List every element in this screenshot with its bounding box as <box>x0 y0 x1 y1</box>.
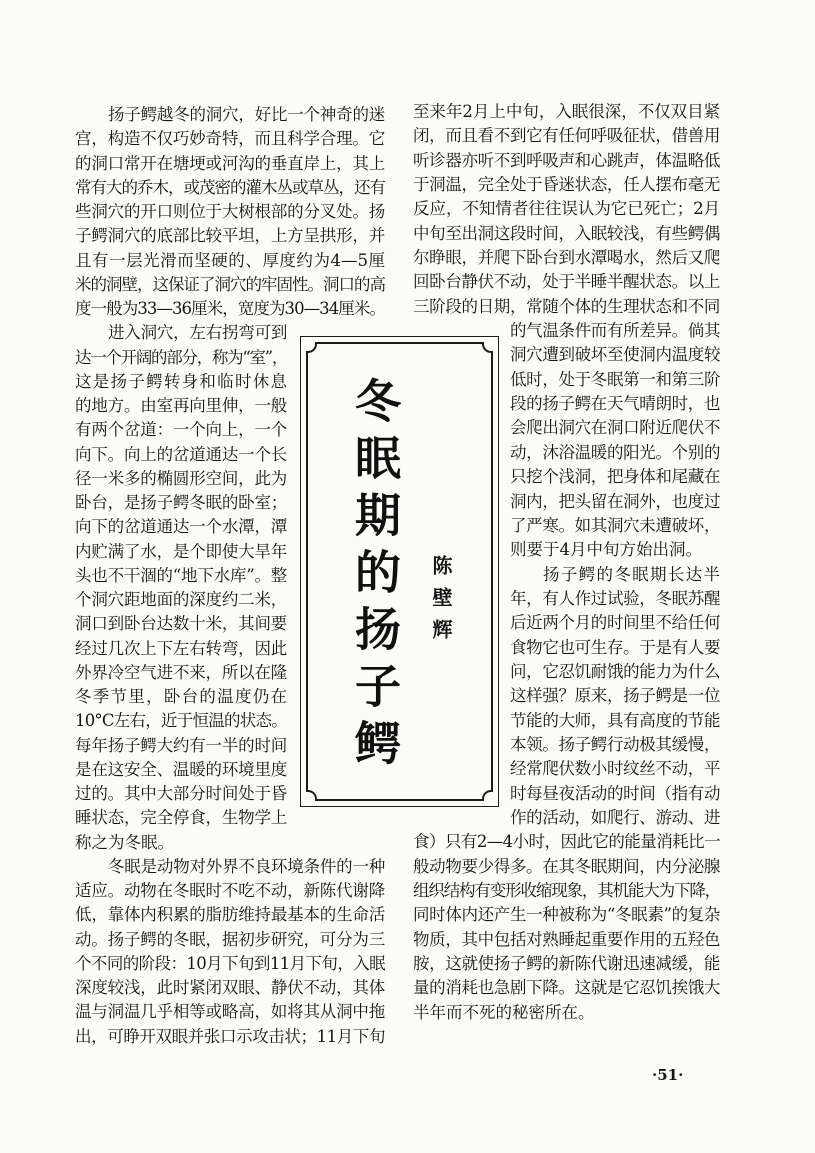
text-line: 头也不干涸的“地下水库”。整 <box>75 565 287 585</box>
text-line: 胺，这就使扬子鳄的新陈代谢迅速减缓，能 <box>413 954 720 974</box>
text-line: 尔睁眼，并爬下卧台到水潭喝水，然后又爬 <box>413 248 720 268</box>
text-line: 向下的岔道通达一个水潭，潭 <box>75 517 287 537</box>
text-line: 食）只有2—4小时，因此它的能量消耗比一 <box>413 832 720 852</box>
text-line: 的气温条件而有所差异。倘其 <box>510 321 720 341</box>
text-line: 达一个开阔的部分，称为“室”， <box>75 347 287 367</box>
text-line: 睡状态，完全停食，生物学上 <box>75 808 287 828</box>
page-number: ·51· <box>652 1066 684 1084</box>
text-line: 出，可睁开双眼并张口示攻击状；11月下旬 <box>75 1026 385 1046</box>
text-line: 外界冷空气进不来，所以在隆 <box>75 662 287 682</box>
text-line: 反应，不知情者往往误认为它已死亡；2月 <box>413 199 720 219</box>
text-line: 动，沐浴温暖的阳光。个别的 <box>510 442 720 462</box>
text-line: 组织结构有变形收缩现象，其机能大为下降， <box>413 881 720 900</box>
text-line: 冬季节里，卧台的温度仍在 <box>75 687 287 706</box>
text-line: 卧台，是扬子鳄冬眠的卧室； <box>75 493 287 512</box>
text-line: 宫，构造不仅巧妙奇特，而且科学合理。它 <box>75 129 385 149</box>
text-line: 适应。动物在冬眠时不吃不动，新陈代谢降 <box>75 881 385 900</box>
text-line: 食物它也可生存。于是有人要 <box>510 637 720 657</box>
text-line: 的地方。由室再向里伸，一般 <box>75 396 287 415</box>
text-line: 般动物要少得多。在其冬眠期间，内分泌腺 <box>413 856 720 876</box>
article-author: 陈壁辉 <box>429 555 453 651</box>
text-line: 物质，其中包括对熟睡起重要作用的五羟色 <box>413 929 720 949</box>
text-line: 回卧台静伏不动，处于半睡半醒状态。以上 <box>413 272 720 292</box>
text-line: 三阶段的日期，常随个体的生理状态和不同 <box>413 296 720 316</box>
text-line: 节能的大师，具有高度的节能 <box>510 710 720 730</box>
frame-corner <box>482 342 493 353</box>
text-line: 称之为冬眠。 <box>75 832 174 852</box>
text-line: 常有大的乔木，或茂密的灌木丛或草丛，还有 <box>75 177 385 197</box>
text-line: 深度较浅，此时紧闭双眼、静伏不动，其体 <box>75 978 385 997</box>
text-line: 动。扬子鳄的冬眠，据初步研究，可分为三 <box>75 929 385 949</box>
text-line: 是在这安全、温暖的环境里度 <box>75 759 287 779</box>
text-line: 且有一层光滑而坚硬的、厚度约为4—5厘 <box>75 250 385 270</box>
text-line: 向下。向上的岔道通达一个长 <box>75 444 287 464</box>
text-line: 子鳄洞穴的底部比较平坦，上方呈拱形，并 <box>75 226 385 246</box>
text-line: 同时体内还产生一种被称为“冬眠素”的复杂 <box>413 905 720 925</box>
text-line: 低时，处于冬眠第一和第三阶 <box>510 369 720 389</box>
text-line: 经常爬伏数小时纹丝不动，平 <box>510 759 720 779</box>
text-line: 中旬至出洞这段时间，入眠较浅，有些鳄偶 <box>413 223 720 243</box>
text-line: 只挖个浅洞，把身体和尾藏在 <box>510 467 720 487</box>
text-line: 作的活动，如爬行、游动、进 <box>510 807 720 827</box>
text-line: 米的洞壁，这保证了洞穴的牢固性。洞口的高 <box>75 274 385 294</box>
text-line: 听诊器亦听不到呼吸声和心跳声，体温略低 <box>413 150 720 170</box>
text-line: 量的消耗也急剧下降。这就是它忍饥挨饿大 <box>413 978 720 998</box>
text-line: 后近两个月的时间里不给任何 <box>510 613 720 633</box>
text-line: 些洞穴的开口则位于大树根部的分叉处。扬 <box>75 202 385 221</box>
text-line: 时每昼夜活动的时间（指有动 <box>510 783 720 803</box>
text-line: 段的扬子鳄在天气晴朗时，也 <box>510 394 720 414</box>
text-line: 的洞口常开在塘埂或河沟的垂直岸上，其上 <box>75 153 385 173</box>
text-line: 内贮满了水，是个即使大旱年 <box>75 541 287 561</box>
text-line: 有两个岔道：一个向上，一个 <box>75 420 287 440</box>
text-line: 低，靠体内积累的脂肪维持最基本的生命活 <box>75 905 385 925</box>
text-line: 则要于4月中旬方始出洞。 <box>510 540 702 560</box>
text-line: 这是扬子鳄转身和临时休息 <box>75 371 287 391</box>
text-line: 半年而不死的秘密所在。 <box>413 1002 595 1022</box>
text-line: 温与洞温几乎相等或略高，如将其从洞中拖 <box>75 1002 385 1022</box>
frame-corner <box>482 790 493 801</box>
text-line: 过的。其中大部分时间处于昏 <box>75 784 287 803</box>
text-line: 本领。扬子鳄行动极其缓慢， <box>510 734 720 754</box>
article-title: 冬眠期的扬子鳄 <box>348 377 402 776</box>
frame-corner <box>306 342 317 353</box>
text-line: 洞内，把头留在洞外，也度过 <box>510 491 720 511</box>
text-line: 度一般为33—36厘米，宽度为30—34厘米。 <box>75 299 385 318</box>
frame-corner <box>306 790 317 801</box>
text-line: 个洞穴距地面的深度约二米， <box>75 590 287 609</box>
text-line: 年，有人作过试验，冬眠苏醒 <box>510 588 720 608</box>
text-line: 会爬出洞穴在洞口附近爬伏不 <box>510 418 720 438</box>
text-line: 10°C左右，近于恒温的状态。 <box>75 711 287 731</box>
text-line: 洞穴遭到破坏至使洞内温度较 <box>510 345 720 365</box>
text-line: 个不同的阶段：10月下旬到11月下旬，入眠 <box>75 953 385 973</box>
text-line: 问，它忍饥耐饿的能力为什么 <box>510 661 720 681</box>
text-line: 了严寒。如其洞穴未遭破坏， <box>510 515 720 535</box>
text-line: 于洞温，完全处于昏迷状态，任人摆布毫无 <box>413 175 720 195</box>
text-line: 至来年2月上中旬，入眠很深，不仅双目紧 <box>413 102 720 121</box>
text-line: 扬子鳄的冬眠期长达半 <box>543 564 720 584</box>
text-line: 闭，而且看不到它有任何呼吸征状，借兽用 <box>413 126 720 146</box>
text-line: 冬眠是动物对外界不良环境条件的一种 <box>108 856 385 876</box>
text-line: 每年扬子鳄大约有一半的时间 <box>75 735 287 755</box>
text-line: 洞口到卧台达数十米，其间要 <box>75 614 287 634</box>
text-line: 径一米多的椭圆形空间，此为 <box>75 468 287 488</box>
text-line: 扬子鳄越冬的洞穴，好比一个神奇的迷 <box>108 105 385 124</box>
text-line: 进入洞穴，左右拐弯可到 <box>108 323 287 343</box>
text-line: 经过几次上下左右转弯，因此 <box>75 638 287 658</box>
text-line: 这样强？原来，扬子鳄是一位 <box>510 686 720 706</box>
